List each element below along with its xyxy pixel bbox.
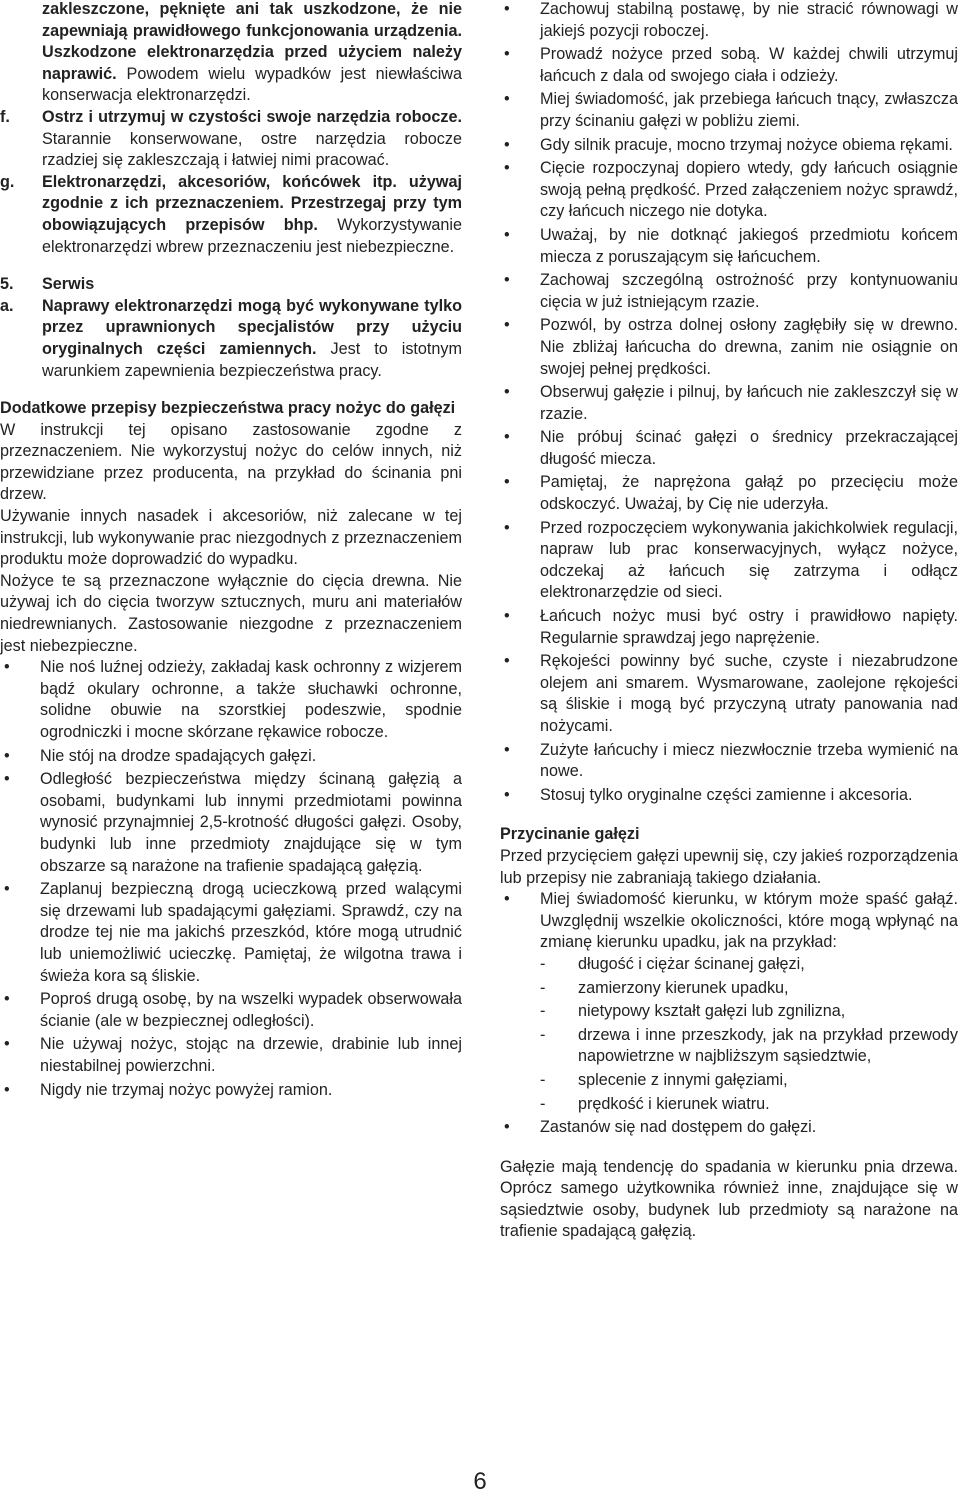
dash-item (540, 978, 958, 1000)
dash-item (540, 1094, 958, 1116)
dash-icon: - (540, 954, 546, 973)
list-item (0, 989, 462, 1032)
list-item-text: Zaplanuj bezpieczną drogą ucieczkową przed walącymi się drzewami lub spadającymi gałęziami. Sprawdź, czy na drodze tej nie ma jakichś przeszkód, które mogą utrudnić lub uniemożliwić ucieczkę. Pamiętaj, że wilgotna trawa i świeża kora są śliskie. (40, 880, 462, 985)
page-number: 6 (473, 1468, 487, 1495)
list-item-text: Pozwól, by ostrza dolnej osłony zagłębiły się w drewno. Nie zbliżaj łańcucha do drewna, zanim nie osiągnie on swojej pełnej prędkości. (540, 316, 958, 378)
item-a-normal: Jest to istotnym warunkiem zapewnienia bezpieczeństwa pracy. (42, 339, 463, 380)
dash-item-text: drzewa i inne przeszkody, jak na przykład przewody napowietrzne w najbliższym sąsiedztwie, (578, 1025, 958, 1066)
list-item-text: Nie próbuj ścinać gałęzi o średnicy przekraczającej długość miecza. (540, 428, 958, 468)
list-item (500, 651, 958, 737)
bullet-icon: • (504, 607, 510, 626)
dash-item (540, 954, 958, 976)
list-item (500, 270, 958, 313)
bullet-icon: • (504, 383, 510, 402)
item-f-normal: Starannie konserwowane, ostre narzędzia robocze rzadziej się zakleszczają i łatwiej nimi pracować. (42, 129, 462, 170)
list-item (0, 657, 462, 743)
bullet-icon: • (504, 225, 510, 244)
list-item (500, 315, 958, 380)
section-5-marker: 5. (0, 275, 14, 294)
bullet-icon: • (504, 740, 510, 759)
item-f-marker: f. (0, 107, 10, 126)
bullet-icon: • (504, 0, 510, 18)
dash-item (540, 1001, 958, 1023)
pruning-heading: Przycinanie gałęzi (500, 825, 640, 844)
dash-item-text: nietypowy kształt gałęzi lub zgnilizna, (578, 1002, 846, 1021)
bullet-icon: • (4, 880, 10, 899)
list-item-text: Łańcuch nożyc musi być ostry i prawidłowo napięty. Regularnie sprawdzaj jego naprężenie. (540, 607, 958, 647)
bullet-icon: • (504, 90, 510, 109)
list-item (500, 518, 958, 604)
list-item-text: Rękojeści powinny być suche, czyste i niezabrudzone olejem ani smarem. Wysmarowane, zaolejone rękojeści są śliskie i mogą być przyczyną utraty panowania nad nożycami. (540, 652, 958, 735)
item-g-marker: g. (0, 172, 15, 191)
left-bullet-list (0, 657, 462, 1101)
item-a (0, 296, 462, 382)
list-item (500, 135, 958, 157)
list-item-text: Zachowuj stabilną postawę, by nie stracić równowagi w jakiejś pozycji roboczej. (540, 0, 958, 40)
dash-icon: - (540, 978, 546, 997)
list-item (500, 44, 958, 87)
dash-item-text: prędkość i kierunek wiatru. (578, 1094, 770, 1113)
dash-item-text: splecenie z innymi gałęziami, (578, 1070, 788, 1089)
paragraph-1: W instrukcji tej opisano zastosowanie zgodne z przeznaczeniem. Nie wykorzystuj nożyc do celów innych, niż przewidziane przez producenta, na przykład do ścinania pni drzew. (0, 420, 462, 504)
list-item-text: Pamiętaj, że naprężona gałąź po przecięciu może odskoczyć. Uważaj, by Cię nie uderzyła. (540, 473, 958, 514)
dash-icon: - (540, 1070, 546, 1089)
list-item (0, 1034, 462, 1077)
list-item (0, 769, 462, 877)
intro-paragraph (0, 0, 462, 107)
dash-item-text: długość i ciężar ścinanej gałęzi, (578, 954, 805, 973)
bullet-icon: • (504, 890, 510, 909)
list-item-text: Uważaj, by nie dotknąć jakiegoś przedmiotu końcem miecza z poruszającym się łańcuchem. (540, 225, 958, 266)
bullet-icon: • (504, 159, 510, 178)
dash-icon: - (540, 1094, 546, 1113)
item-g-normal: Wykorzystywanie elektronarzędzi wbrew przeznaczeniu jest niebezpieczne. (42, 215, 462, 256)
list-item-text: Poproś drugą osobę, by na wszelki wypadek obserwowała ścianie (ale w bezpiecznej odległości). (40, 990, 462, 1030)
bullet-icon: • (4, 1035, 10, 1054)
bullet-icon: • (504, 45, 510, 64)
pruning-list (500, 889, 958, 1139)
list-item-text: Cięcie rozpoczynaj dopiero wtedy, gdy łańcuch osiągnie swoją pełną prędkość. Przed załączeniem nożyc sprawdź, czy łańcuch niczego nie dotyka. (540, 159, 958, 221)
list-item (500, 472, 958, 515)
list-item (500, 427, 958, 470)
paragraph-3: Nożyce te są przeznaczone wyłącznie do cięcia drewna. Nie używaj ich do cięcia tworzyw sztucznych, muru ani materiałów niedrewnianych. Zastosowanie niezgodne z przeznaczeniem jest niebezpieczne. (0, 571, 462, 655)
list-item (500, 785, 958, 807)
pruning-intro: Przed przycięciem gałęzi upewnij się, czy jakieś rozporządzenia lub przepisy nie zabraniają takiego działania. (500, 846, 958, 887)
right-column (500, 0, 958, 1243)
closing-paragraph: Gałęzie mają tendencję do spadania w kierunku pnia drzewa. Oprócz samego użytkownika również inne, znajdujące się w sąsiedztwie osoby, budynek lub przedmioty są narażone na trafienie spadającą gałęzią. (500, 1157, 958, 1241)
section-5-title: Serwis (42, 275, 95, 294)
bullet-icon: • (4, 1080, 10, 1099)
bullet-icon: • (4, 990, 10, 1009)
bullet-icon: • (504, 135, 510, 154)
bullet-icon: • (4, 658, 10, 677)
list-item-text: Miej świadomość kierunku, w którym może spaść gałąź. Uwzględnij wszelkie okoliczności, które mogą wpłynąć na zmianę kierunku upadku, jak na przykład: (540, 890, 958, 952)
list-item (500, 0, 958, 42)
list-item (0, 746, 462, 768)
dash-item-text: zamierzony kierunek upadku, (578, 978, 789, 997)
item-f-bold: Ostrz i utrzymuj w czystości swoje narzędzia robocze. (42, 107, 462, 126)
bullet-icon: • (504, 785, 510, 804)
paragraph-2: Używanie innych nasadek i akcesoriów, niż zalecane w tej instrukcji, lub wykonywanie prac niezgodnych z przeznaczeniem produktu może doprowadzić do wypadku. (0, 507, 462, 569)
bullet-icon: • (504, 473, 510, 492)
list-item (500, 158, 958, 223)
left-column (0, 0, 462, 1103)
list-item-text: Obserwuj gałęzie i pilnuj, by łańcuch nie zakleszczył się w rzazie. (540, 383, 958, 423)
list-item (0, 1080, 462, 1102)
intro-bold: zakleszczone, pęknięte ani tak uszkodzone, że nie zapewniają prawidłowego funkcjonowania urządzenia. Uszkodzone elektronarzędzia przed użyciem należy naprawić. (42, 0, 462, 83)
bullet-icon: • (4, 770, 10, 789)
list-item (500, 89, 958, 132)
item-g-bold: Elektronarzędzi, akcesoriów, końcówek itp. używaj zgodnie z ich przeznaczeniem. Przestrzegaj przy tym obowiązujących przepisów bhp. (42, 172, 462, 234)
list-item-text: Nie noś luźnej odzieży, zakładaj kask ochronny z wizjerem bądź okulary ochronne, a także słuchawki ochronne, solidne obuwie na szorstkiej podeszwie, spodnie ogrodniczki i mocne skórzane rękawice robocze. (40, 658, 462, 741)
right-bullet-list (500, 0, 958, 806)
list-item-text: Zastanów się nad dostępem do gałęzi. (540, 1118, 817, 1137)
bullet-icon: • (504, 428, 510, 447)
extra-safety-heading: Dodatkowe przepisy bezpieczeństwa pracy nożyc do gałęzi (0, 399, 456, 418)
item-a-marker: a. (0, 296, 14, 315)
list-item (0, 879, 462, 987)
list-item-text: Stosuj tylko oryginalne części zamienne i akcesoria. (540, 785, 913, 804)
list-item (500, 1117, 958, 1139)
bullet-icon: • (504, 518, 510, 537)
list-item-text: Gdy silnik pracuje, mocno trzymaj nożyce obiema rękami. (540, 135, 953, 154)
intro-normal: Powodem wielu wypadków jest niewłaściwa konserwacja elektronarzędzi. (42, 64, 462, 105)
item-f (0, 107, 462, 172)
list-item-text: Odległość bezpieczeństwa między ścinaną gałęzią a osobami, budynkami lub innymi przedmiotami powinna wynosić przynajmniej 2,5-krotność długości gałęzi. Osoby, budynki lub inne przedmioty znajdujące się w tym obszarze są narażone na trafienie spadającą gałęzią. (40, 770, 462, 875)
list-item-text: Miej świadomość, jak przebiega łańcuch tnący, zwłaszcza przy ścinaniu gałęzi w pobliżu ziemi. (540, 90, 958, 130)
dash-icon: - (540, 1002, 546, 1021)
list-item-text: Nigdy nie trzymaj nożyc powyżej ramion. (40, 1080, 333, 1099)
list-item (500, 889, 958, 1115)
list-item (500, 225, 958, 268)
list-item-text: Nie używaj nożyc, stojąc na drzewie, drabinie lub innej niestabilnej powierzchni. (40, 1035, 462, 1075)
factor-list (540, 954, 958, 1115)
dash-item (540, 1070, 958, 1092)
item-g (0, 172, 462, 258)
section-5 (0, 274, 462, 296)
list-item-text: Zużyte łańcuchy i miecz niezwłocznie trzeba wymienić na nowe. (540, 740, 958, 781)
bullet-icon: • (4, 746, 10, 765)
bullet-icon: • (504, 271, 510, 290)
dash-icon: - (540, 1025, 546, 1044)
dash-item (540, 1025, 958, 1068)
list-item (500, 606, 958, 649)
list-item-text: Nie stój na drodze spadających gałęzi. (40, 746, 317, 765)
bullet-icon: • (504, 316, 510, 335)
item-a-bold: Naprawy elektronarzędzi mogą być wykonywane tylko przez uprawnionych specjalistów przy użyciu oryginalnych części zamiennych. (42, 296, 462, 358)
list-item-text: Przed rozpoczęciem wykonywania jakichkolwiek regulacji, napraw lub prac konserwacyjnych, wyłącz nożyce, odczekaj aż łańcuch się zatrzyma i odłącz elektronarzędzie od sieci. (540, 518, 958, 602)
list-item-text: Zachowaj szczególną ostrożność przy kontynuowaniu cięcia w już istniejącym rzazie. (540, 271, 958, 311)
list-item (500, 382, 958, 425)
list-item (500, 740, 958, 783)
bullet-icon: • (504, 1118, 510, 1137)
bullet-icon: • (504, 652, 510, 671)
list-item-text: Prowadź nożyce przed sobą. W każdej chwili utrzymuj łańcuch z dala od swojego ciała i odzieży. (540, 45, 958, 85)
